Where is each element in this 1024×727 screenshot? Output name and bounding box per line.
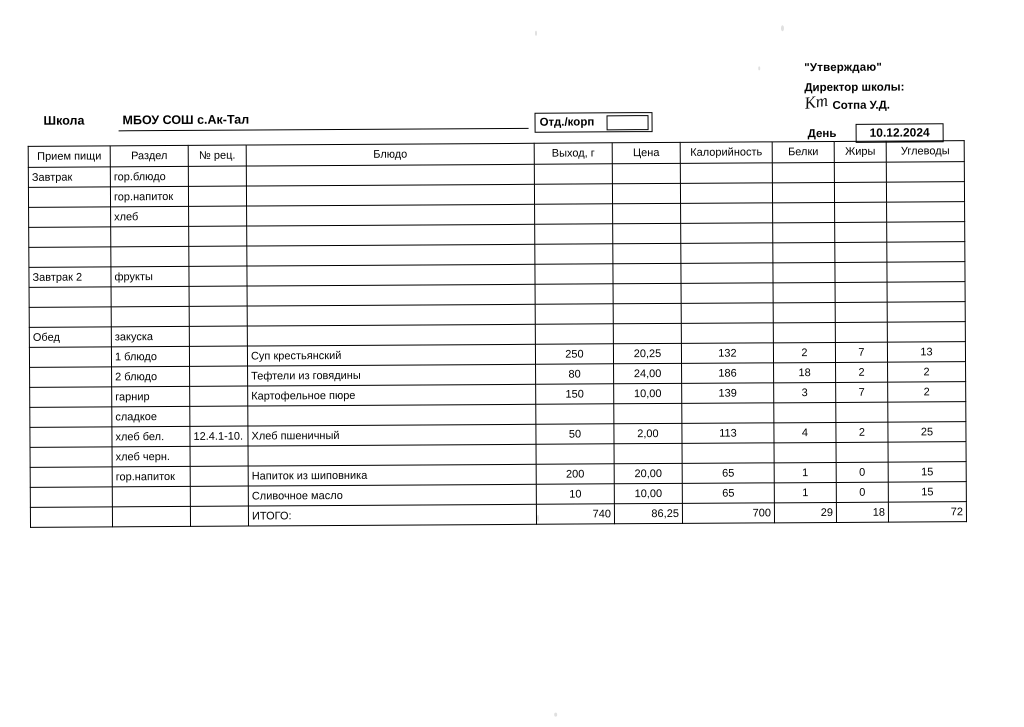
recipe-cell[interactable] xyxy=(189,346,247,366)
fat-cell[interactable] xyxy=(835,322,887,342)
dish-cell[interactable]: Сливочное масло xyxy=(248,484,536,506)
col-header-recipe: № рец. xyxy=(188,145,246,166)
recipe-cell[interactable] xyxy=(190,406,248,426)
menu-table xyxy=(28,140,967,528)
section-cell[interactable]: гарнир xyxy=(112,386,190,406)
total-recipe-cell xyxy=(190,506,248,526)
output-cell[interactable]: 10 xyxy=(536,484,614,504)
dish-cell[interactable] xyxy=(247,324,535,346)
meal-cell[interactable] xyxy=(30,387,112,408)
meal-cell[interactable] xyxy=(30,467,112,488)
section-cell[interactable] xyxy=(111,286,189,306)
recipe-cell[interactable] xyxy=(189,326,247,346)
meal-cell[interactable] xyxy=(29,307,111,328)
price-cell[interactable]: 20,00 xyxy=(614,463,682,483)
col-header-carbs: Углеводы xyxy=(886,141,964,162)
director-label: Директор школы: xyxy=(804,81,905,95)
dish-cell[interactable] xyxy=(248,444,536,466)
output-cell[interactable] xyxy=(535,304,613,324)
protein-cell[interactable] xyxy=(773,242,835,262)
scan-speck xyxy=(758,66,760,70)
recipe-cell[interactable] xyxy=(190,486,248,506)
meal-cell[interactable] xyxy=(29,227,111,248)
price-cell[interactable] xyxy=(613,223,681,243)
price-cell[interactable] xyxy=(613,283,681,303)
output-cell[interactable]: 150 xyxy=(536,384,614,404)
approval-block xyxy=(804,59,994,114)
recipe-cell[interactable] xyxy=(189,306,247,326)
protein-cell[interactable] xyxy=(772,182,834,202)
day-label: День xyxy=(807,127,837,141)
col-header-price: Цена xyxy=(612,142,680,163)
output-cell[interactable]: 80 xyxy=(536,364,614,384)
day-value[interactable]: 10.12.2024 xyxy=(856,123,944,143)
price-cell[interactable]: 10,00 xyxy=(614,483,682,503)
recipe-cell[interactable] xyxy=(189,226,247,246)
calories-cell[interactable] xyxy=(681,283,773,304)
price-cell[interactable] xyxy=(612,163,680,183)
price-cell[interactable] xyxy=(614,443,682,463)
section-cell[interactable]: хлеб xyxy=(111,206,189,226)
output-cell[interactable] xyxy=(535,204,613,224)
col-header-dish: Блюдо xyxy=(246,143,534,166)
calories-cell[interactable]: 139 xyxy=(682,383,774,404)
protein-cell[interactable] xyxy=(773,302,835,322)
section-cell[interactable]: 1 блюдо xyxy=(111,346,189,366)
protein-cell[interactable] xyxy=(773,202,835,222)
dish-cell[interactable] xyxy=(248,404,536,426)
fat-cell[interactable]: 7 xyxy=(835,342,887,362)
fat-cell[interactable] xyxy=(835,262,887,282)
carbs-cell[interactable] xyxy=(887,302,965,322)
col-header-protein: Белки xyxy=(772,141,834,162)
meal-cell[interactable]: Завтрак xyxy=(28,167,110,188)
section-cell[interactable]: сладкое xyxy=(112,406,190,426)
calories-cell[interactable]: 65 xyxy=(682,463,774,484)
calories-cell[interactable] xyxy=(680,183,772,204)
price-cell[interactable]: 24,00 xyxy=(614,363,682,383)
carbs-cell[interactable] xyxy=(886,182,964,202)
recipe-cell[interactable] xyxy=(188,186,246,206)
section-cell[interactable]: гор.блюдо xyxy=(110,166,188,186)
calories-cell[interactable] xyxy=(681,203,773,224)
calories-cell[interactable] xyxy=(682,443,774,464)
price-cell[interactable]: 20,25 xyxy=(613,343,681,363)
fat-cell[interactable] xyxy=(834,162,886,182)
section-cell[interactable]: фрукты xyxy=(111,266,189,286)
recipe-cell[interactable] xyxy=(190,466,248,486)
section-cell[interactable]: 2 блюдо xyxy=(112,366,190,386)
calories-cell[interactable] xyxy=(681,303,773,324)
total-protein: 29 xyxy=(774,502,836,522)
dish-cell[interactable] xyxy=(247,204,535,226)
carbs-cell[interactable] xyxy=(887,202,965,222)
signature-icon: Кт xyxy=(803,90,830,113)
total-meal-cell xyxy=(30,507,112,528)
output-cell[interactable]: 200 xyxy=(536,464,614,484)
table-body xyxy=(28,162,966,528)
carbs-cell[interactable] xyxy=(887,262,965,282)
output-cell[interactable] xyxy=(534,164,612,184)
recipe-cell[interactable]: 12.4.1-10. xyxy=(190,426,248,446)
meal-cell[interactable]: Обед xyxy=(29,327,111,348)
carbs-cell[interactable] xyxy=(888,402,966,422)
recipe-cell[interactable] xyxy=(189,286,247,306)
meal-cell[interactable] xyxy=(30,427,112,448)
meal-cell[interactable] xyxy=(29,287,111,308)
calories-cell[interactable] xyxy=(681,263,773,284)
dish-cell[interactable] xyxy=(247,304,535,326)
recipe-cell[interactable] xyxy=(190,366,248,386)
carbs-cell[interactable] xyxy=(888,442,966,462)
output-cell[interactable] xyxy=(536,444,614,464)
price-cell[interactable] xyxy=(613,243,681,263)
fat-cell[interactable]: 2 xyxy=(836,362,888,382)
recipe-cell[interactable] xyxy=(190,446,248,466)
total-section-cell xyxy=(112,506,190,526)
meal-cell[interactable] xyxy=(30,487,112,508)
meal-cell[interactable] xyxy=(29,347,111,368)
recipe-cell[interactable] xyxy=(188,166,246,186)
fat-cell[interactable] xyxy=(835,242,887,262)
calories-cell[interactable]: 113 xyxy=(682,423,774,444)
carbs-cell[interactable]: 25 xyxy=(888,422,966,442)
carbs-cell[interactable]: 15 xyxy=(888,482,966,502)
protein-cell[interactable]: 2 xyxy=(773,342,835,362)
col-header-output: Выход, г xyxy=(534,143,612,164)
calories-cell[interactable] xyxy=(682,403,774,424)
fat-cell[interactable]: 0 xyxy=(836,462,888,482)
dept-label: Отд./корп xyxy=(539,116,595,129)
section-cell[interactable] xyxy=(112,486,190,506)
fat-cell[interactable] xyxy=(835,302,887,322)
calories-cell[interactable] xyxy=(681,223,773,244)
scan-speck xyxy=(781,25,784,31)
fat-cell[interactable] xyxy=(836,402,888,422)
scan-speck xyxy=(535,31,537,36)
output-cell[interactable] xyxy=(535,324,613,344)
meal-cell[interactable] xyxy=(28,187,110,208)
section-cell[interactable] xyxy=(111,226,189,246)
price-cell[interactable] xyxy=(614,403,682,423)
dish-cell[interactable] xyxy=(247,264,535,286)
section-cell[interactable]: гор.напиток xyxy=(110,186,188,206)
dish-cell[interactable] xyxy=(247,284,535,306)
carbs-cell[interactable]: 2 xyxy=(888,362,966,382)
carbs-cell[interactable]: 13 xyxy=(887,342,965,362)
dept-input[interactable] xyxy=(607,115,649,130)
meal-cell[interactable] xyxy=(30,367,112,388)
protein-cell[interactable] xyxy=(774,442,836,462)
protein-cell[interactable]: 1 xyxy=(774,482,836,502)
dish-cell[interactable]: Тефтели из говядины xyxy=(248,364,536,386)
dish-cell[interactable] xyxy=(247,224,535,246)
recipe-cell[interactable] xyxy=(189,206,247,226)
carbs-cell[interactable] xyxy=(887,322,965,342)
fat-cell[interactable] xyxy=(835,222,887,242)
total-fat: 18 xyxy=(836,502,888,522)
carbs-cell[interactable] xyxy=(887,242,965,262)
meal-cell[interactable] xyxy=(29,247,111,268)
protein-cell[interactable] xyxy=(773,222,835,242)
calories-cell[interactable] xyxy=(680,163,772,184)
protein-cell[interactable]: 1 xyxy=(774,462,836,482)
protein-cell[interactable] xyxy=(774,402,836,422)
protein-cell[interactable] xyxy=(773,322,835,342)
meal-cell[interactable] xyxy=(30,447,112,468)
recipe-cell[interactable] xyxy=(189,246,247,266)
total-carbs: 72 xyxy=(888,502,966,522)
protein-cell[interactable] xyxy=(773,282,835,302)
col-header-section: Раздел xyxy=(110,145,188,166)
calories-cell[interactable]: 132 xyxy=(681,343,773,364)
approval-title: "Утверждаю" xyxy=(804,61,883,75)
price-cell[interactable] xyxy=(613,203,681,223)
output-cell[interactable] xyxy=(536,404,614,424)
dish-cell[interactable]: Суп крестьянский xyxy=(247,344,535,366)
price-cell[interactable]: 10,00 xyxy=(614,383,682,403)
fat-cell[interactable] xyxy=(835,202,887,222)
price-cell[interactable] xyxy=(613,303,681,323)
total-label: ИТОГО: xyxy=(248,504,536,526)
meal-cell[interactable] xyxy=(30,407,112,428)
dish-cell[interactable] xyxy=(247,244,535,266)
director-signature-row xyxy=(803,90,994,114)
price-cell[interactable] xyxy=(612,183,680,203)
price-cell[interactable]: 2,00 xyxy=(614,423,682,443)
calories-cell[interactable] xyxy=(681,243,773,264)
total-output: 740 xyxy=(536,504,614,524)
fat-cell[interactable]: 0 xyxy=(836,482,888,502)
section-cell[interactable]: хлеб бел. xyxy=(112,426,190,446)
total-price: 86,25 xyxy=(614,503,682,523)
section-cell[interactable]: хлеб черн. xyxy=(112,446,190,466)
fat-cell[interactable]: 7 xyxy=(836,382,888,402)
output-cell[interactable] xyxy=(535,284,613,304)
protein-cell[interactable] xyxy=(772,162,834,182)
total-calories: 700 xyxy=(682,503,774,524)
dish-cell[interactable]: Хлеб пшеничный xyxy=(248,424,536,446)
school-underline xyxy=(119,128,529,132)
output-cell[interactable] xyxy=(535,224,613,244)
scan-speck xyxy=(554,713,557,717)
output-cell[interactable] xyxy=(535,244,613,264)
dish-cell[interactable]: Напиток из шиповника xyxy=(248,464,536,486)
fat-cell[interactable] xyxy=(835,282,887,302)
section-cell[interactable] xyxy=(111,246,189,266)
fat-cell[interactable]: 2 xyxy=(836,422,888,442)
output-cell[interactable]: 250 xyxy=(535,344,613,364)
meal-cell[interactable]: Завтрак 2 xyxy=(29,267,111,288)
protein-cell[interactable]: 18 xyxy=(774,362,836,382)
col-header-calories: Калорийность xyxy=(680,142,772,164)
dish-cell[interactable] xyxy=(246,184,534,206)
carbs-cell[interactable] xyxy=(887,282,965,302)
protein-cell[interactable] xyxy=(773,262,835,282)
section-cell[interactable]: гор.напиток xyxy=(112,466,190,486)
output-cell[interactable] xyxy=(535,264,613,284)
carbs-cell[interactable] xyxy=(886,162,964,182)
section-cell[interactable]: закуска xyxy=(111,326,189,346)
school-label: Школа xyxy=(43,113,85,128)
col-header-fat: Жиры xyxy=(834,141,886,162)
dept-field[interactable] xyxy=(534,112,652,133)
col-header-meal: Прием пищи xyxy=(28,146,110,168)
price-cell[interactable] xyxy=(613,263,681,283)
dish-cell[interactable] xyxy=(246,164,534,186)
carbs-cell[interactable]: 2 xyxy=(888,382,966,402)
recipe-cell[interactable] xyxy=(190,386,248,406)
director-name: Сотпа У.Д. xyxy=(832,99,891,112)
protein-cell[interactable]: 3 xyxy=(774,382,836,402)
calories-cell[interactable]: 65 xyxy=(682,483,774,504)
protein-cell[interactable]: 4 xyxy=(774,422,836,442)
recipe-cell[interactable] xyxy=(189,266,247,286)
fat-cell[interactable] xyxy=(836,442,888,462)
carbs-cell[interactable]: 15 xyxy=(888,462,966,482)
dish-cell[interactable]: Картофельное пюре xyxy=(248,384,536,406)
output-cell[interactable]: 50 xyxy=(536,424,614,444)
price-cell[interactable] xyxy=(613,323,681,343)
calories-cell[interactable] xyxy=(681,323,773,344)
output-cell[interactable] xyxy=(534,184,612,204)
meal-cell[interactable] xyxy=(29,207,111,228)
fat-cell[interactable] xyxy=(834,182,886,202)
school-value: МБОУ СОШ с.Ак-Тал xyxy=(122,112,250,128)
carbs-cell[interactable] xyxy=(887,222,965,242)
section-cell[interactable] xyxy=(111,306,189,326)
calories-cell[interactable]: 186 xyxy=(682,363,774,384)
